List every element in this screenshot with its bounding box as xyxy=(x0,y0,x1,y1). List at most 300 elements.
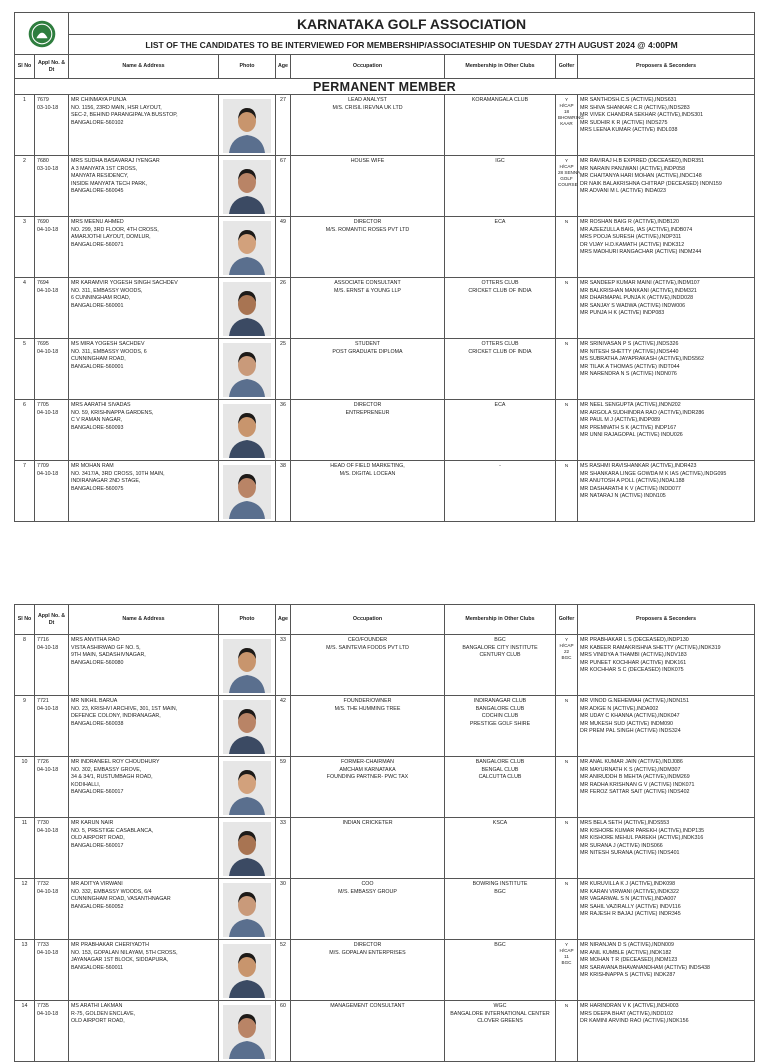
name-address-line: NO. 59, KRISHNAPPA GARDENS, xyxy=(71,409,154,416)
application-no xyxy=(35,635,69,696)
occupation-line: FOUNDING PARTNER- PWC TAX xyxy=(326,774,409,781)
occupation-line: COO xyxy=(361,881,374,887)
age: 67 xyxy=(276,156,291,217)
candidate-photo xyxy=(223,700,271,754)
other-clubs xyxy=(445,635,556,696)
name-address-line: CUNNINGHAM ROAD, xyxy=(71,356,126,363)
proposer-line: MR SANTHOSH.C.S (ACTIVE),INDS631 xyxy=(580,97,677,103)
proposer-line: MR NIRANJAN D S (ACTIVE),INDN009 xyxy=(580,942,674,948)
name-address-line: KODIHALLI, xyxy=(71,781,101,788)
name-address-line: AMARJOTHI LAYOUT, DOMLUR, xyxy=(71,234,151,241)
name-address-line: MR MOHAN RAM xyxy=(71,463,114,469)
col-photo: Photo xyxy=(219,55,276,79)
serial-number: 14 xyxy=(15,1001,35,1062)
proposer-line: MR RAVIRAJ H.B EXPIRED (DECEASED),INDR351 xyxy=(580,158,705,164)
application-line: 04-10-18 xyxy=(37,888,59,895)
occupation xyxy=(291,818,445,879)
kga-logo-icon xyxy=(28,20,56,48)
club-line: PRESTIGE GOLF SHIRE xyxy=(469,720,531,727)
other-clubs xyxy=(445,156,556,217)
application-line: 7732 xyxy=(37,881,49,887)
occupation xyxy=(291,696,445,757)
proposer-line: MR NITESH SURANA (ACTIVE) INDS401 xyxy=(580,850,680,857)
application-no xyxy=(35,940,69,1001)
golfer-line: 22 xyxy=(563,648,570,654)
proposer-line: MRS MADHURI RANGACHAR (ACTIVE) INDM244 xyxy=(580,249,702,256)
occupation-line: FOUNDER/OWNER xyxy=(343,698,392,704)
golfer-line: COURSE xyxy=(558,181,578,187)
proposers-seconders xyxy=(578,1001,755,1062)
name-address-line: BANGALORE-560093 xyxy=(71,424,124,431)
table-row xyxy=(15,156,755,217)
proposer-line: MS SUBRATHA JAYAPRAKASH (ACTIVE),INDS562 xyxy=(580,356,704,363)
name-address-line: CUNNINGHAM ROAD, VASANTHNAGAR xyxy=(71,896,171,903)
other-clubs xyxy=(445,1001,556,1062)
golfer-status xyxy=(556,879,578,940)
club-line: COCHIN CLUB xyxy=(481,713,519,720)
golfer-line: 28 SENNA xyxy=(558,169,581,175)
name-address-line: NO. 332, EMBASSY WOODS, 6/4 xyxy=(71,888,152,895)
age: 25 xyxy=(276,339,291,400)
proposers-seconders xyxy=(578,217,755,278)
serial-number: 5 xyxy=(15,339,35,400)
club-line: BGC xyxy=(494,637,506,643)
serial-number: 13 xyxy=(15,940,35,1001)
serial-number: 2 xyxy=(15,156,35,217)
candidate-photo xyxy=(223,282,271,336)
occupation-line: ASSOCIATE CONSULTANT xyxy=(334,280,401,286)
application-line: 7694 xyxy=(37,280,49,286)
age: 33 xyxy=(276,635,291,696)
other-clubs xyxy=(445,757,556,818)
proposer-line: MR ANIRUDDH B MEHTA (ACTIVE),INDM269 xyxy=(580,774,690,781)
name-address-line: NO. 23, KRISHVI ARCHIVE, 301, 1ST MAIN, xyxy=(71,705,178,712)
application-line: 7695 xyxy=(37,341,49,347)
table-row xyxy=(15,757,755,818)
golfer-line: N xyxy=(564,341,569,346)
table-row xyxy=(15,940,755,1001)
name-address xyxy=(69,400,219,461)
org-title: KARNATAKA GOLF ASSOCIATION xyxy=(69,13,755,35)
golfer-line: BHOWRING xyxy=(558,114,584,120)
table-row xyxy=(15,696,755,757)
photo-cell xyxy=(219,400,276,461)
occupation-line: LEAD ANALYST xyxy=(348,97,387,103)
golfer-line: BGC xyxy=(561,959,572,965)
name-address-line: MANYATA RESIDENCY, xyxy=(71,173,129,180)
occupation xyxy=(291,461,445,522)
photo-cell xyxy=(219,1001,276,1062)
table-row xyxy=(15,339,755,400)
club-line: CRICKET CLUB OF INDIA xyxy=(468,348,532,355)
proposers-seconders xyxy=(578,95,755,156)
club-line: BGC xyxy=(494,942,506,948)
name-address-line: MRS SUDHA BASAVARAJ IYENGAR xyxy=(71,158,160,164)
candidate-photo xyxy=(223,883,271,937)
proposer-line: MR KOCHHAR S C (DECEASED) INDK075 xyxy=(580,667,684,674)
proposer-line: MR ANIL KUMBLE (ACTIVE),INDK182 xyxy=(580,949,672,956)
golfer-line: BGC xyxy=(561,654,572,660)
age: 33 xyxy=(276,818,291,879)
col-clubs: Membership in Other Clubs xyxy=(445,605,556,635)
occupation-line: AMCHAM KARNATAKA xyxy=(339,766,396,773)
club-line: CALCUTTA CLUB xyxy=(478,774,522,781)
name-address-line: NO. 5, PRESTIGE CASABLANCA, xyxy=(71,827,154,834)
col-proposers: Proposers & Seconders xyxy=(578,605,755,635)
golfer-line: H/CAP xyxy=(559,163,574,169)
golfer-line: Y xyxy=(564,158,569,163)
proposer-line: MR ARGOLA SUDHINDRA RAO (ACTIVE),INDR286 xyxy=(580,409,705,416)
golfer-line: N xyxy=(564,463,569,468)
proposer-line: MR MUKESH SUD (ACTIVE) INDM090 xyxy=(580,720,674,727)
proposers-seconders xyxy=(578,879,755,940)
golfer-line: Y xyxy=(564,942,569,947)
club-line: ECA xyxy=(494,402,506,408)
occupation xyxy=(291,1001,445,1062)
other-clubs xyxy=(445,879,556,940)
name-address xyxy=(69,95,219,156)
application-line: 03-10-18 xyxy=(37,165,59,172)
proposer-line: MRS VINIDYA A THAMBI (ACTIVE),INDV183 xyxy=(580,652,687,659)
application-line: 03-10-18 xyxy=(37,104,59,111)
occupation-line: DIRECTOR xyxy=(353,942,382,948)
club-line: IGC xyxy=(495,158,505,164)
application-no xyxy=(35,818,69,879)
serial-number: 11 xyxy=(15,818,35,879)
table-row xyxy=(15,400,755,461)
name-address-line: NO. 311, EMBASSY WOODS, xyxy=(71,287,143,294)
name-address-line: BANGALORE-560038 xyxy=(71,720,124,727)
club-line: CRICKET CLUB OF INDIA xyxy=(468,287,532,294)
club-line: BANGALORE CLUB xyxy=(475,759,525,765)
age: 59 xyxy=(276,757,291,818)
table-row xyxy=(15,278,755,339)
name-address-line: BANGALORE-560045 xyxy=(71,188,124,195)
logo-cell xyxy=(15,13,69,55)
occupation-line: DIRECTOR xyxy=(353,219,382,225)
name-address xyxy=(69,339,219,400)
photo-cell xyxy=(219,940,276,1001)
proposer-line: MR UNNI RAJAGOPAL (ACTIVE) INDU026 xyxy=(580,432,683,439)
application-line: 04-10-18 xyxy=(37,348,59,355)
proposer-line: MR ADVANI M L (ACTIVE) INDA023 xyxy=(580,188,666,195)
name-address-line: A 3 MANYATA 1ST CROSS, xyxy=(71,165,138,172)
name-address xyxy=(69,156,219,217)
photo-cell xyxy=(219,635,276,696)
name-address-line: MS MIRA YOGESH SACHDEV xyxy=(71,341,145,347)
proposers-seconders xyxy=(578,156,755,217)
occupation-line: M/S. EMBASSY GROUP xyxy=(338,888,397,895)
table-row xyxy=(15,879,755,940)
proposer-line: MR NARAIN PANJWANI (ACTIVE),INDP058 xyxy=(580,165,686,172)
name-address-line: BANGALORE-560001 xyxy=(71,302,124,309)
age: 42 xyxy=(276,696,291,757)
proposer-line: MR KISHORE KUMAR PAREKH (ACTIVE),INDP135 xyxy=(580,827,705,834)
name-address-line: MR PRABHAKAR CHERIYADTH xyxy=(71,942,149,948)
table-row xyxy=(15,1001,755,1062)
name-address-line: BANGALORE-560075 xyxy=(71,485,124,492)
golfer-status xyxy=(556,818,578,879)
name-address-line: BANGALORE-560001 xyxy=(71,363,124,370)
club-line: BANGALORE CITY INSTITUTE xyxy=(462,644,538,651)
candidate-photo xyxy=(223,1005,271,1059)
application-line: 7679 xyxy=(37,97,49,103)
golfer-line: 11 xyxy=(564,953,569,959)
club-line: KORAMANGALA CLUB xyxy=(471,97,529,103)
application-line: 7726 xyxy=(37,759,49,765)
golfer-status xyxy=(556,217,578,278)
serial-number: 10 xyxy=(15,757,35,818)
golfer-status xyxy=(556,95,584,156)
proposer-line: MR PUNJA H K (ACTIVE) INDP083 xyxy=(580,310,665,317)
application-line: 7716 xyxy=(37,637,49,643)
candidates-table-1 xyxy=(14,12,755,522)
application-line: 7733 xyxy=(37,942,49,948)
occupation xyxy=(291,217,445,278)
golfer-status xyxy=(556,757,578,818)
proposer-line: MR KURUVILLA K J (ACTIVE),INDK098 xyxy=(580,881,676,887)
proposer-line: MS RASHMI RAVISHANKAR (ACTIVE),INDR423 xyxy=(580,463,697,469)
proposer-line: MR DHARMAPAL PUNJA K (ACTIVE),INDD028 xyxy=(580,295,694,302)
name-address-line: C V RAMAN NAGAR, xyxy=(71,417,123,424)
proposer-line: MR SHANKARA LINGE GOWDA M K IAS (ACTIVE),INDG095 xyxy=(580,470,727,477)
occupation-line: HEAD OF FIELD MARKETING, xyxy=(330,463,405,469)
proposer-line: MR VINOD G.NEHEMIAH (ACTIVE),INDN151 xyxy=(580,698,689,704)
photo-cell xyxy=(219,156,276,217)
application-line: 04-10-18 xyxy=(37,827,59,834)
name-address-line: BANGALORE-560071 xyxy=(71,241,124,248)
proposer-line: MR TILAK A THOMAS (ACTIVE) INDT044 xyxy=(580,363,680,370)
age: 52 xyxy=(276,940,291,1001)
proposer-line: MR BALKRISHAN MANKANI (ACTIVE),INDM321 xyxy=(580,287,697,294)
club-line: BANGALORE INTERNATIONAL CENTER xyxy=(450,1010,550,1017)
name-address xyxy=(69,940,219,1001)
candidate-photo xyxy=(223,639,271,693)
golfer-line: N xyxy=(564,820,569,825)
name-address-line: VISTA ASHIRWAD GF NO. 5, xyxy=(71,644,141,651)
name-address-line: BANGALORE-560102 xyxy=(71,119,124,126)
application-line: 7709 xyxy=(37,463,49,469)
proposer-line: MR PRABHAKAR L S (DECEASED),INDP130 xyxy=(580,637,689,643)
proposer-line: DR VIJAY H.D.KAMATH (ACTIVE) INDK312 xyxy=(580,241,685,248)
candidate-photo xyxy=(223,822,271,876)
photo-cell xyxy=(219,879,276,940)
club-line: KSCA xyxy=(492,820,508,826)
candidate-photo xyxy=(223,160,271,214)
occupation xyxy=(291,400,445,461)
name-address xyxy=(69,461,219,522)
other-clubs xyxy=(445,818,556,879)
proposers-seconders xyxy=(578,635,755,696)
occupation xyxy=(291,757,445,818)
other-clubs xyxy=(445,217,556,278)
proposer-line: MR SUDHIR K R (ACTIVE) INDS275 xyxy=(580,119,668,126)
application-line: 04-10-18 xyxy=(37,1010,59,1017)
name-address-line: MR INDRANEEL ROY CHOUDHURY xyxy=(71,759,160,765)
proposer-line: MR SANDEEP KUMAR MAINI (ACTIVE),INDM107 xyxy=(580,280,700,286)
list-title: LIST OF THE CANDIDATES TO BE INTERVIEWED FOR MEMBERSHIP/ASSOCIATESHIP ON TUESDAY 27TH AUGUST 2024 @ 4:00PM xyxy=(69,35,755,55)
photo-cell xyxy=(219,757,276,818)
serial-number: 9 xyxy=(15,696,35,757)
occupation xyxy=(291,95,445,156)
golfer-status xyxy=(556,696,578,757)
name-address-line: NO. 3417/A, 3RD CROSS, 10TH MAIN, xyxy=(71,470,165,477)
age: 38 xyxy=(276,461,291,522)
age: 49 xyxy=(276,217,291,278)
name-address xyxy=(69,217,219,278)
application-line: 7735 xyxy=(37,1003,49,1009)
occupation-line: STUDENT xyxy=(354,341,380,347)
candidate-photo xyxy=(223,761,271,815)
club-line: CENTURY CLUB xyxy=(479,652,521,659)
age: 60 xyxy=(276,1001,291,1062)
col-proposers: Proposers & Seconders xyxy=(578,55,755,79)
golfer-status xyxy=(556,156,581,217)
occupation xyxy=(291,156,445,217)
occupation-line: M/S. SAINTEVIA FOODS PVT LTD xyxy=(326,644,409,651)
proposer-line: MR MAYURNATH K S (ACTIVE),INDM307 xyxy=(580,766,681,773)
age: 36 xyxy=(276,400,291,461)
club-line: BANGALORE CLUB xyxy=(475,705,525,712)
serial-number: 8 xyxy=(15,635,35,696)
name-address-line: OLD AIRPORT ROAD, xyxy=(71,835,125,842)
proposer-line: MR SARAVANA BHAVANANDHAM (ACTIVE) INDS438 xyxy=(580,964,710,971)
golfer-line: N xyxy=(564,402,569,407)
serial-number: 4 xyxy=(15,278,35,339)
club-line: - xyxy=(499,463,501,469)
name-address-line: MR CHINMAYA PUNJA xyxy=(71,97,127,103)
serial-number: 12 xyxy=(15,879,35,940)
golfer-line: GOLF xyxy=(560,175,573,181)
name-address xyxy=(69,818,219,879)
table-row xyxy=(15,461,755,522)
other-clubs xyxy=(445,696,556,757)
name-address-line: 9TH MAIN, SADASHIVNAGAR, xyxy=(71,652,146,659)
candidate-photo xyxy=(223,99,271,153)
proposer-line: MR VAGARWAL S N (ACTIVE),INDA007 xyxy=(580,896,677,903)
candidates-table-2 xyxy=(14,604,755,1062)
application-line: 04-10-18 xyxy=(37,287,59,294)
proposer-line: MR NATARAJ N (ACTIVE) INDN105 xyxy=(580,493,666,500)
occupation-line: M/S. ROMANTIC ROSES PVT LTD xyxy=(325,226,410,233)
occupation xyxy=(291,278,445,339)
proposer-line: MR ANUTOSH A POLL (ACTIVE),INDAL188 xyxy=(580,478,685,485)
col-name: Name & Address xyxy=(69,605,219,635)
club-line: OTTERS CLUB xyxy=(481,341,519,347)
candidate-photo xyxy=(223,465,271,519)
proposer-line: MR NARENDRA N S (ACTIVE) INDN076 xyxy=(580,371,677,378)
proposers-seconders xyxy=(578,757,755,818)
proposer-line: MRS DEEPA BHAT (ACTIVE),INDD102 xyxy=(580,1010,674,1017)
occupation-line: M/S. ERNST & YOUNG LLP xyxy=(334,287,401,294)
proposer-line: MR VIVEK CHANDRA SEKHAR (ACTIVE),INDS301 xyxy=(580,112,704,119)
other-clubs xyxy=(445,940,556,1001)
application-line: 7690 xyxy=(37,219,49,225)
application-line: 04-10-18 xyxy=(37,226,59,233)
proposer-line: MR KRISHNAPPA S (ACTIVE) INDK287 xyxy=(580,972,676,979)
photo-cell xyxy=(219,696,276,757)
club-line: CLOVER GREENS xyxy=(477,1018,523,1025)
proposer-line: DR KAMINI ARVIND RAO (ACTIVE),INDK156 xyxy=(580,1018,689,1025)
table-row xyxy=(15,217,755,278)
proposer-line: MR PREMNATH S K (ACTIVE) INDP167 xyxy=(580,424,677,431)
occupation-line: M/S. THE HUMMING TREE xyxy=(334,705,401,712)
name-address-line: MR KARUN NAIR xyxy=(71,820,114,826)
col-sl: Sl No xyxy=(15,55,35,79)
proposer-line: MR KARAN VIRWANI (ACTIVE),INDK322 xyxy=(580,888,679,895)
col-appl: Appl No. & Dt xyxy=(35,55,69,79)
name-address-line: BANGALORE-560052 xyxy=(71,903,124,910)
proposer-line: MR CHAITANYA HARI MOHAN (ACTIVE),INDC148 xyxy=(580,173,702,180)
other-clubs xyxy=(445,95,556,156)
golfer-status xyxy=(556,461,578,522)
proposer-line: MR SRINIVASAN P S (ACTIVE),INDS326 xyxy=(580,341,679,347)
application-no xyxy=(35,1001,69,1062)
proposer-line: MR ADIGE N (ACTIVE),INDA002 xyxy=(580,705,659,712)
age: 26 xyxy=(276,278,291,339)
photo-cell xyxy=(219,278,276,339)
col-clubs: Membership in Other Clubs xyxy=(445,55,556,79)
proposer-line: MR DASHARATHI K V (ACTIVE) INDD077 xyxy=(580,485,681,492)
table-row xyxy=(15,635,755,696)
name-address-line: INSIDE MANYATA TECH PARK, xyxy=(71,180,148,187)
proposers-seconders xyxy=(578,696,755,757)
candidate-photo xyxy=(223,944,271,998)
proposer-line: MR KISHORE MEHUL PAREKH (ACTIVE),INDK316 xyxy=(580,835,704,842)
golfer-status xyxy=(556,1001,578,1062)
application-no xyxy=(35,339,69,400)
proposer-line: DR NAIK BALAKRISHNA CHITRAP (DECEASED) INDN159 xyxy=(580,180,722,187)
application-line: 04-10-18 xyxy=(37,949,59,956)
application-line: 04-10-18 xyxy=(37,409,59,416)
club-line: WGC xyxy=(493,1003,507,1009)
golfer-status xyxy=(556,635,578,696)
col-occupation: Occupation xyxy=(291,605,445,635)
golfer-line: Y xyxy=(564,637,569,642)
col-golfer: Golfer xyxy=(556,55,578,79)
club-line: INDIRANAGAR CLUB xyxy=(473,698,527,704)
col-occupation: Occupation xyxy=(291,55,445,79)
proposer-line: MR UDAY C KHANNA (ACTIVE),INDK047 xyxy=(580,713,680,720)
occupation-line: FORMER-CHAIRMAN xyxy=(341,759,394,765)
name-address xyxy=(69,635,219,696)
age: 30 xyxy=(276,879,291,940)
proposer-line: MR FEROZ SATTAR SAIT (ACTIVE) INDS402 xyxy=(580,789,690,796)
application-line: 04-10-18 xyxy=(37,470,59,477)
application-no xyxy=(35,757,69,818)
proposer-line: MR ROSHAN BAIG R (ACTIVE),INDB120 xyxy=(580,219,679,225)
name-address-line: BANGALORE-560080 xyxy=(71,659,124,666)
occupation-line: ENTREPRENEUR xyxy=(345,409,390,416)
club-line: BOWRING INSTITUTE xyxy=(472,881,528,887)
occupation xyxy=(291,339,445,400)
name-address xyxy=(69,278,219,339)
application-line: 7730 xyxy=(37,820,49,826)
candidate-photo xyxy=(223,404,271,458)
proposer-line: MR PUNEET KOCHHAR (ACTIVE) INDK161 xyxy=(580,659,687,666)
proposer-line: MR SANJAY S WADWA (ACTIVE) INDW006 xyxy=(580,302,686,309)
name-address-line: SEC-2, BEHIND PARANGIPALYA BUSSTOP, xyxy=(71,112,178,119)
name-address-line: MRS MEENU AHMED xyxy=(71,219,124,225)
golfer-line: N xyxy=(564,1003,569,1008)
proposer-line: MRS BELA SETH (ACTIVE),INDS553 xyxy=(580,820,670,826)
name-address-line: BANGALORE-560017 xyxy=(71,842,124,849)
col-sl: Sl No xyxy=(15,605,35,635)
name-address xyxy=(69,757,219,818)
golfer-status xyxy=(556,339,578,400)
occupation-line: CEO/FOUNDER xyxy=(347,637,388,643)
golfer-status xyxy=(556,400,578,461)
